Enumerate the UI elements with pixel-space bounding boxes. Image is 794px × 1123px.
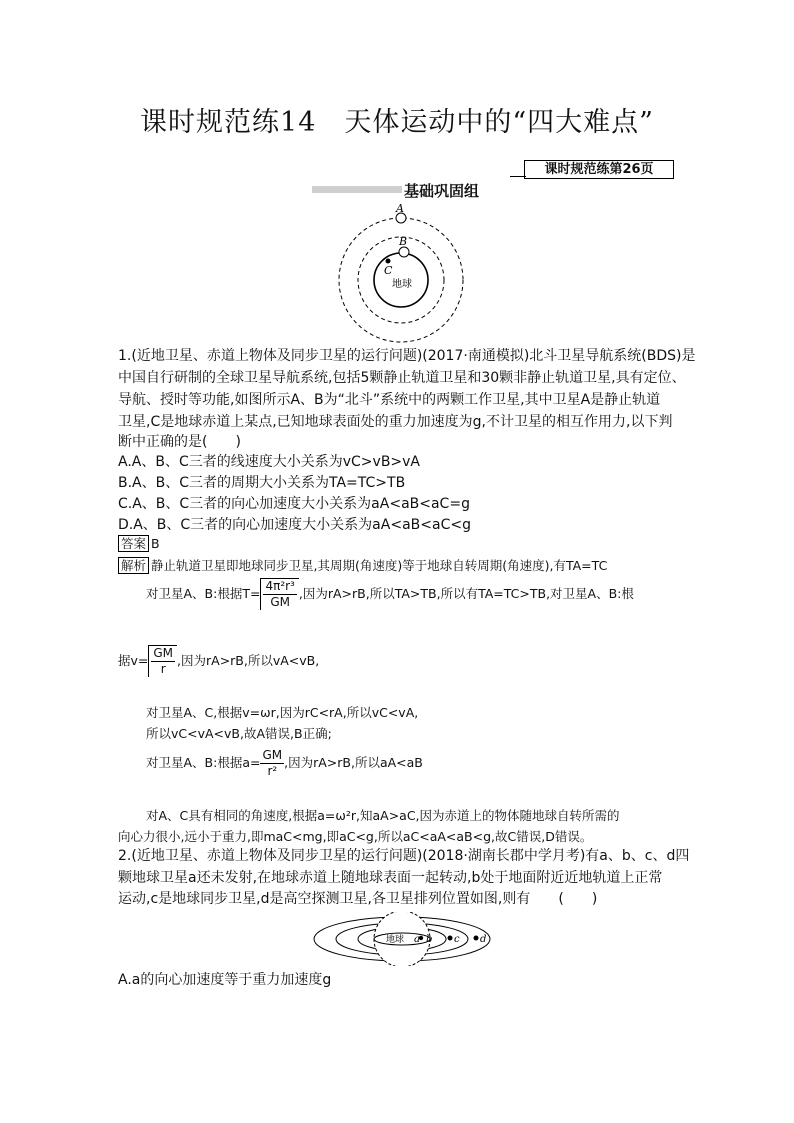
page-reference-box: 课时规范练第26页 (524, 160, 674, 179)
q1-analysis-line2: 对卫星A、B:根据T= $\frac{\text{4π²r³}}{GM}$ ,因为rA>rB,所以TA>TB,所以有TA=TC>TB,对卫星A、B:根 (146, 579, 634, 609)
orbit-diagram (330, 200, 464, 345)
q1-analysis-line1: 解析 静止轨道卫星即地球同步卫星,其周期(角速度)等于地球自转周期(角速度),有TA=TC (118, 556, 607, 574)
label-c: c (454, 934, 460, 945)
label-b: b (426, 934, 433, 945)
q1-analysis-line8: 向心力很小,远小于重力,即maC<mg,即aC<g,所以aC<aA<aB<g,故C错误,D错误。 (118, 829, 593, 844)
q2-line1: 2.(近地卫星、赤道上物体及同步卫星的运行问题)(2018·湖南长郡中学月考)有a、b、c、d四 (118, 848, 690, 864)
point-c (386, 259, 391, 264)
satellite-c (448, 936, 453, 941)
satellite-b (399, 247, 409, 257)
answer-value: B (151, 536, 160, 551)
q1-line3: 导航、授时等功能,如图所示A、B为“北斗”系统中的两颗工作卫星,其中卫星A是静止轨道 (118, 392, 661, 408)
page-title: 课时规范练14 天体运动中的“四大难点” (140, 107, 654, 138)
section-bar (312, 186, 402, 193)
q1-line1: 1.(近地卫星、赤道上物体及同步卫星的运行问题)(2017·南通模拟)北斗卫星导航系统(BDS)是 (118, 348, 696, 364)
q2-line2: 颗地球卫星a还未发射,在地球赤道上随地球表面一起转动,b处于地面附近近地轨道上正常 (118, 870, 663, 886)
q1-answer (118, 535, 160, 552)
q1-analysis-line4: 对卫星A、C,根据v=ωr,因为rC<rA,所以vC<vA, (146, 705, 419, 720)
section-heading: 基础巩固组 (404, 182, 480, 200)
q1-option-b: B.A、B、C三者的周期大小关系为TA=TC>TB (118, 475, 406, 491)
satellite-orbit-diagram (310, 912, 496, 966)
q1-analysis-line7: 对A、C具有相同的角速度,根据a=ω²r,知aA>aC,因为赤道上的物体随地球自转所需的 (146, 808, 620, 823)
q2-line3: 运动,c是地球同步卫星,d是高空探测卫星,各卫星排列位置如图,则有 ( ) (118, 891, 598, 907)
label-a: a (414, 934, 420, 945)
q1-option-c: C.A、B、C三者的向心加速度大小关系为aA<aB<aC=g (118, 496, 470, 512)
q1-analysis-line5: 所以vC<vA<vB,故A错误,B正确; (146, 726, 332, 741)
q1-line5: 断中正确的是( ) (118, 434, 241, 450)
q1-line4: 卫星,C是地球赤道上某点,已知地球表面处的重力加速度为g,不计卫星的相互作用力,以下判 (118, 414, 673, 430)
analysis-tag: 解析 (118, 557, 149, 574)
q1-analysis-line6: 对卫星A、B:根据a= $\frac{GM}{\text{r²}}$,因为rA>rB,所以aA<aB (146, 748, 423, 778)
q1-option-d: D.A、B、C三者的向心加速度大小关系为aA<aB<aC<g (118, 517, 471, 533)
answer-tag: 答案 (118, 535, 149, 552)
q2-option-a: A.a的向心加速度等于重力加速度g (118, 972, 332, 988)
label-earth: 地球 (392, 279, 412, 290)
label-earth: 地球 (386, 935, 405, 945)
satellite-d (474, 936, 479, 941)
label-d: d (480, 934, 487, 945)
q1-option-a: A.A、B、C三者的线速度大小关系为vC>vB>vA (118, 454, 421, 470)
label-c: C (384, 264, 393, 277)
label-b: B (399, 235, 408, 248)
q1-line2: 中国自行研制的全球卫星导航系统,包括5颗静止轨道卫星和30颗非静止轨道卫星,具有定位、 (118, 370, 686, 386)
label-a: A (396, 202, 404, 215)
q1-analysis-line3: 据v= $\frac{GM}{r}$ ,因为rA>rB,所以vA<vB, (118, 646, 320, 676)
